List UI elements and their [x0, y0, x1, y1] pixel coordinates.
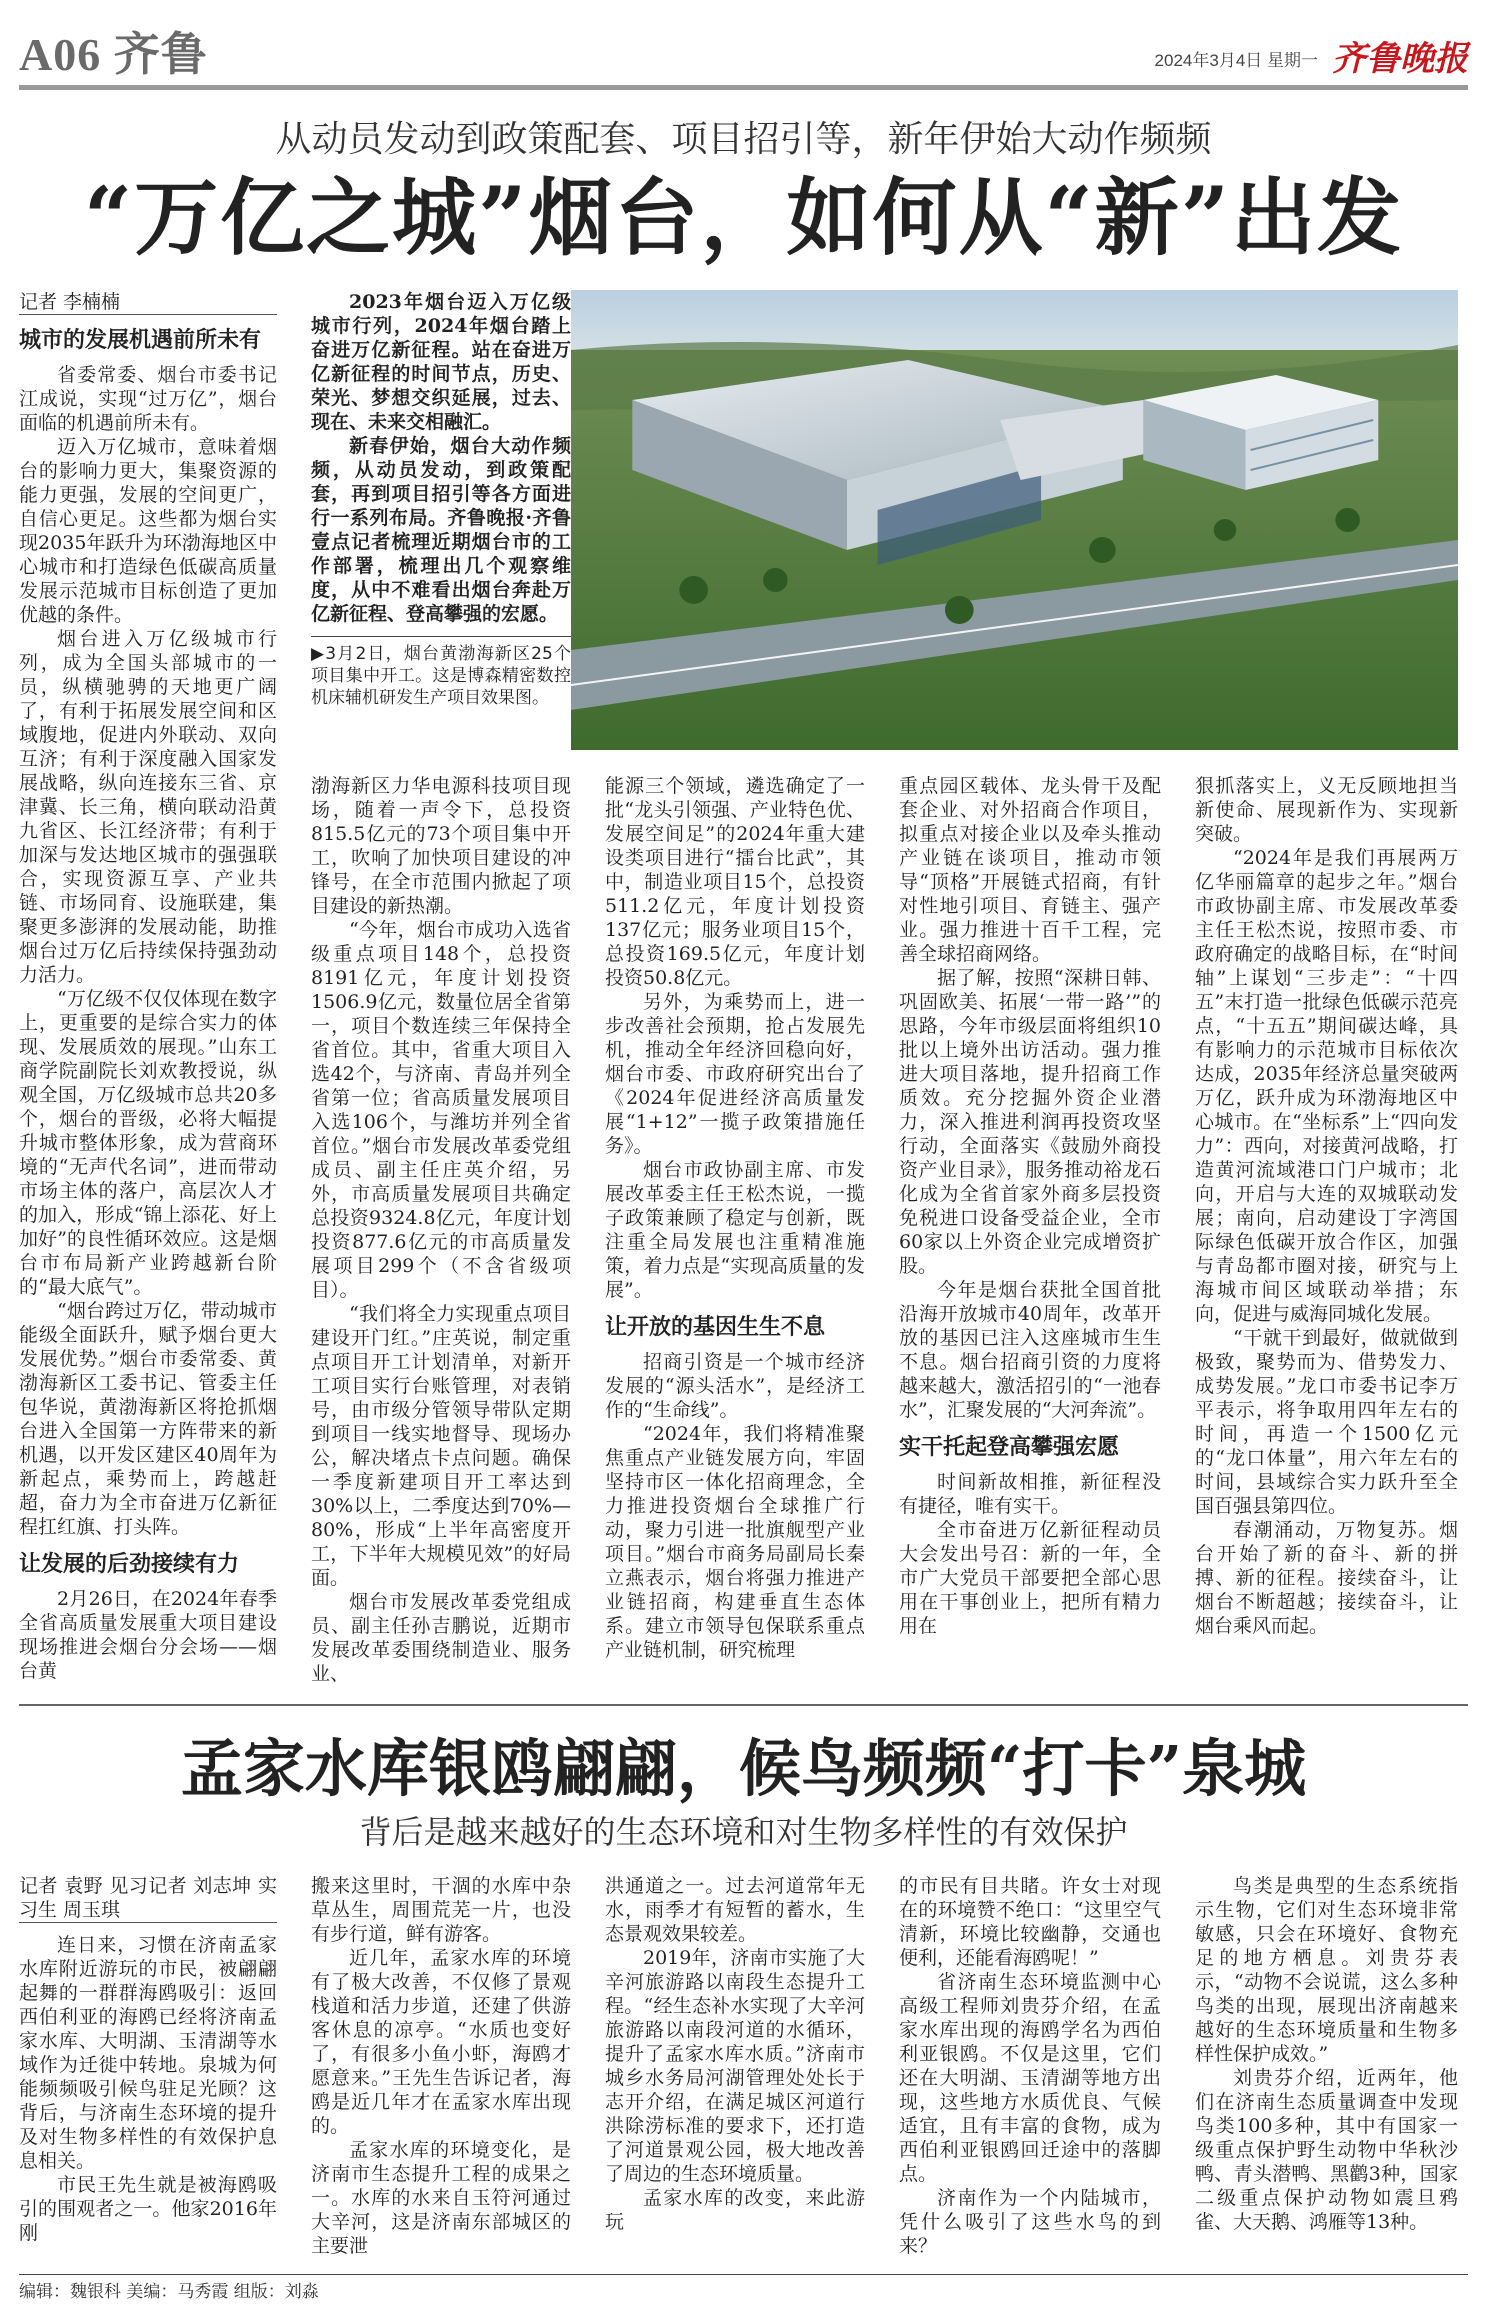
article1-column — [19, 290, 277, 1683]
paragraph: 搬来这里时，干涸的水库中杂草丛生，周围荒芜一片，也没有步行道，鲜有游客。 — [311, 1875, 571, 1945]
article2-column — [605, 1874, 865, 2234]
intro-paragraph: 新春伊始，烟台大动作频频，从动员发动，到政策配套，再到项目招引等各方面进行一系列布局。齐鲁晚报·齐鲁壹点记者梳理近期烟台市的工作部署，梳理出几个观察维度，从中不难看出烟台奔赴万亿新征程、登高攀强的宏愿。 — [311, 435, 571, 625]
paragraph: 孟家水库的改变，来此游玩 — [605, 2187, 865, 2233]
article1-headline: “万亿之城”烟台，如何从“新”出发 — [83, 168, 1404, 267]
paragraph: “今年，烟台市成功入选省级重点项目148个，总投资8191亿元，年度计划投资1506.9亿元，数量位居全省第一，项目个数连续三年保持全省首位。其中，省重大项目入选42个，与济南、青岛并列全省第一位；省高质量发展项目入选106个，与潍坊并列全省首位。”烟台市发展改革委党组成员、副主任庄英介绍，另外，市高质量发展项目共确定总投资9324.8亿元，年度计划投资877.6亿元的市高质量发展项目299个（不含省级项目）。 — [311, 919, 571, 1301]
article2-body — [19, 1874, 1468, 2258]
paragraph: 孟家水库的环境变化，是济南市生态提升工程的成果之一。水库的水来自玉符河通过大辛河，这是济南东部城区的主要泄 — [311, 2139, 571, 2257]
issue-date: 2024年3月4日 星期一 — [1154, 51, 1318, 70]
article1-kicker: 从动员发动到政策配套、项目招引等，新年伊始大动作频频 — [275, 119, 1212, 160]
paragraph: 烟台进入万亿级城市行列，成为全国头部城市的一员，纵横驰骋的天地更广阔了，有利于拓展发展空间和区域腹地，促进内外联动、双向互济；有利于深度融入国家发展战略，纵向连接东三省、京津冀、长三角，横向联动沿黄九省区、长江经济带；有利于加深与发达地区城市的强强联合，实现资源互享、产业共链、市场同育、设施联建，集聚更多澎湃的发展动能，助推烟台过万亿后持续保持强劲动力活力。 — [19, 628, 277, 986]
section-heading: 让开放的基因生生不息 — [605, 1315, 826, 1340]
article1-column — [311, 774, 571, 1686]
paragraph: 狠抓落实上，义无反顾地担当新使命、展现新作为、实现新突破。 — [1195, 775, 1458, 845]
paragraph: 刘贵芬介绍，近两年，他们在济南生态质量调查中发现鸟类100多种，其中有国家一级重点保护野生动物中华秋沙鸭、青头潜鸭、黑鹳3种，国家二级重点保护动物如震旦鸦雀、大天鹅、鸿雁等13种。 — [1195, 2067, 1458, 2233]
paragraph: 渤海新区力华电源科技项目现场，随着一声令下，总投资815.5亿元的73个项目集中开工，吹响了加快项目建设的冲锋号，在全市范围内掀起了项目建设的新热潮。 — [311, 775, 571, 917]
paragraph: “2024年，我们将精准聚焦重点产业链发展方向，牢固坚持市区一体化招商理念，全力推进投资烟台全球推广行动，聚力引进一批旗舰型产业项目。”烟台市商务局副局长秦立燕表示，烟台将强力推进产业链招商，构建垂直生态体系。建立市领导包保联系重点产业链机制，研究梳理 — [605, 1423, 865, 1661]
paragraph: 另外，为乘势而上，进一步改善社会预期，抢占发展先机，推动全年经济回稳向好，烟台市委、市政府研究出台了《2024年促进经济高质量发展“1+12”一揽子政策措施任务》。 — [605, 991, 865, 1157]
paragraph: 重点园区载体、龙头骨干及配套企业、对外招商合作项目，拟重点对接企业以及牵头推动产业链在谈项目，推动市领导“顶格”开展链式招商，有针对性地引项目、育链主、强产业。强力推进十百千工程，完善全球招商网络。 — [899, 775, 1161, 965]
byline: 记者 袁野 见习记者 刘志坤 实习生 周玉琪 — [19, 1875, 277, 1921]
paragraph: 招商引资是一个城市经济发展的“源头活水”，是经济工作的“生命线”。 — [605, 1351, 865, 1421]
page-section-label: A06 齐鲁 — [19, 29, 208, 80]
editor-credits: 编辑：魏银科 美编：马秀霞 组版：刘淼 — [19, 2282, 319, 2302]
paragraph: 烟台市政协副主席、市发展改革委主任王松杰说，一揽子政策兼顾了稳定与创新，既注重全局发展也注重精准施策，着力点是“实现高质量的发展”。 — [605, 1159, 865, 1301]
article1-column — [1195, 774, 1458, 1638]
article2-column — [899, 1874, 1161, 2258]
paragraph: 2019年，济南市实施了大辛河旅游路以南段生态提升工程。“经生态补水实现了大辛河旅游路以南段河道的水循环，提升了孟家水库水质。”济南市城乡水务局河湖管理处处长于志开介绍，在满足城区河道行洪除涝标准的要求下，还打造了河道景观公园，极大地改善了周边的生态环境质量。 — [605, 1947, 865, 2185]
paragraph: 济南作为一个内陆城市，凭什么吸引了这些水鸟的到来？ — [899, 2187, 1161, 2257]
paragraph: 连日来，习惯在济南孟家水库附近游玩的市民，被翩翩起舞的一群群海鸥吸引：返回西伯利亚的海鸥已经将济南孟家水库、大明湖、玉清湖等水域作为迁徙中转地。泉城为何能频频吸引候鸟驻足光顾？这背后，与济南生态环境的提升及对生物多样性的有效保护息息相关。 — [19, 1934, 277, 2172]
article2-subtitle: 背后是越来越好的生态环境和对生物多样性的有效保护 — [359, 1813, 1128, 1851]
paragraph: “干就干到最好，做就做到极致，聚势而为、借势发力、成势发展。”龙口市委书记李万平表示，将争取用四年左右的时间，再造一个1500亿元的“龙口体量”，用六年左右的时间，县域综合实力跃升至全国百强县第四位。 — [1195, 1327, 1458, 1517]
section-heading: 实干托起登高攀强宏愿 — [899, 1435, 1120, 1460]
paragraph: 省济南生态环境监测中心高级工程师刘贵芬介绍，在孟家水库出现的海鸥学名为西伯利亚银鸥。不仅是这里，它们还在大明湖、玉清湖等地方出现，这些地方水质优良、气候适宜，且有丰富的食物，成为西伯利亚银鸥回迁途中的落脚点。 — [899, 1971, 1161, 2185]
article2-column — [311, 1874, 571, 2258]
paragraph: 洪通道之一。过去河道常年无水，雨季才有短暂的蓄水，生态景观效果较差。 — [605, 1875, 865, 1945]
photo-caption: ▶3月2日，烟台黄渤海新区25个项目集中开工。这是博森精密数控机床辅机研发生产项目效果图。 — [311, 636, 571, 709]
paragraph: 今年是烟台获批全国首批沿海开放城市40周年，改革开放的基因已注入这座城市生生不息。烟台招商引资的力度将越来越大，激活招引的“一池春水”，汇聚发展的“大河奔流”。 — [899, 1279, 1161, 1421]
section-heading: 城市的发展机遇前所未有 — [19, 328, 262, 353]
paragraph: 据了解，按照“深耕日韩、巩固欧美、拓展‘一带一路’”的思路，今年市级层面将组织10批以上境外出访活动。强力推进大项目落地，提升招商工作质效。充分挖掘外资企业潜力，深入推进利润再投资攻坚行动，全面落实《鼓励外商投资产业目录》，服务推动裕龙石化成为全省首家外商多层投资免税进口设备受益企业，全市60家以上外资企业完成增资扩股。 — [899, 967, 1161, 1277]
intro-paragraph: 2023年烟台迈入万亿级城市行列，2024年烟台踏上奋进万亿新征程。站在奋进万亿新征程的时间节点，历史、荣光、梦想交织延展，过去、现在、未来交相融汇。 — [311, 291, 571, 433]
paragraph: 近几年，孟家水库的环境有了极大改善，不仅修了景观栈道和活力步道，还建了供游客休息的凉亭。“水质也变好了，有很多小鱼小虾，海鸥才愿意来。”王先生告诉记者，海鸥是近几年才在孟家水库出现的。 — [311, 1947, 571, 2137]
paragraph: 省委常委、烟台市委书记江成说，实现“过万亿”，烟台面临的机遇前所未有。 — [19, 364, 277, 434]
paragraph: 能源三个领域，遴选确定了一批“龙头引领强、产业特色优、发展空间足”的2024年重大建设类项目进行“擂台比武”，其中，制造业项目15个，总投资511.2亿元，年度计划投资137亿元；服务业项目15个，总投资169.5亿元，年度计划投资50.8亿元。 — [605, 775, 865, 989]
paragraph: 2月26日，在2024年春季全省高质量发展重大项目建设现场推进会烟台分会场——烟台黄 — [19, 1588, 277, 1682]
paragraph: 全市奋进万亿新征程动员大会发出号召：新的一年，全市广大党员干部要把全部心思用在干事创业上，把所有精力用在 — [899, 1519, 1161, 1637]
article2-headline: 孟家水库银鸥翩翩，候鸟频频“打卡”泉城 — [180, 1732, 1307, 1805]
paragraph: 时间新故相推，新征程没有捷径，唯有实干。 — [899, 1471, 1161, 1517]
article1-column — [899, 774, 1161, 1638]
project-rendering-photo — [571, 290, 1458, 750]
paragraph: “烟台跨过万亿，带动城市能级全面跃升，赋予烟台更大发展优势。”烟台市委常委、黄渤海新区工委书记、管委主任包华说，黄渤海新区将抢抓烟台进入全国第一方阵带来的新机遇，以开发区建区40周年为新起点，乘势而上，跨越赶超，奋力为全市奋进万亿新征程扛红旗、打头阵。 — [19, 1300, 277, 1538]
article1-intro — [311, 290, 571, 709]
byline: 记者 李楠楠 — [19, 290, 277, 315]
paragraph: 迈入万亿城市，意味着烟台的影响力更大，集聚资源的能力更强，发展的空间更广，自信心更足。这些都为烟台实现2035年跃升为环渤海地区中心城市和打造绿色低碳高质量发展示范城市目标创造了更加优越的条件。 — [19, 436, 277, 626]
footer-rule — [19, 2274, 1468, 2275]
paragraph: “2024年是我们再展两万亿华丽篇章的起步之年。”烟台市政协副主席、市发展改革委主任王松杰说，按照市委、市政府确定的战略目标，在“时间轴”上谋划“三步走”：“十四五”末打造一批绿色低碳示范亮点，“十五五”期间碳达峰，具有影响力的示范城市目标依次达成，2035年经济总量突破两万亿，跃升成为环渤海地区中心城市。在“坐标系”上“四向发力”：西向，对接黄河战略，打造黄河流域港口门户城市；北向，开启与大连的双城联动发展；南向，启动建设丁字湾国际绿色低碳开放合作区，加强与青岛都市圈对接，研究与上海城市间区域联动举措；东向，促进与威海同城化发展。 — [1195, 847, 1458, 1325]
masthead — [19, 0, 1468, 90]
paragraph: 市民王先生就是被海鸥吸引的围观者之一。他家2016年刚 — [19, 2174, 277, 2244]
article2-column — [1195, 1874, 1458, 2234]
paragraph: “万亿级不仅仅体现在数字上，更重要的是综合实力的体现、发展质效的展现。”山东工商学院副院长刘欢教授说，纵观全国，万亿级城市总共20多个，烟台的晋级，必将大幅提升城市整体形象，成为营商环境的“无声代名词”，进而带动市场主体的落户，高层次人才的加入，形成“锦上添花、好上加好”的良性循环效应。这是烟台市布局新产业跨越新台阶的“最大底气”。 — [19, 988, 277, 1298]
newspaper-logo: 齐鲁晚报 — [1332, 39, 1468, 79]
paragraph: 烟台市发展改革委党组成员、副主任孙吉鹏说，近期市发展改革委围绕制造业、服务业、 — [311, 1591, 571, 1685]
article1-body — [19, 290, 1468, 1686]
article1-column — [605, 774, 865, 1662]
section-divider — [19, 1704, 1468, 1706]
paragraph: “我们将全力实现重点项目建设开门红。”庄英说，制定重点项目开工计划清单，对新开工项目实行台账管理，对表销号，由市级分管领导带队定期到项目一线实地督导、现场办公，解决堵点卡点问题。确保一季度新建项目开工率达到30%以上，二季度达到70%—80%，形成“上半年高密度开工，下半年大规模见效”的好局面。 — [311, 1303, 571, 1589]
photo-frame — [571, 290, 1458, 750]
paragraph: 的市民有目共睹。许女士对现在的环境赞不绝口：“这里空气清新，环境比较幽静，交通也便利，还能看海鸥呢！” — [899, 1875, 1161, 1969]
paragraph: 鸟类是典型的生态系统指示生物，它们对生态环境非常敏感，只会在环境好、食物充足的地方栖息。刘贵芬表示，“动物不会说谎，这么多种鸟类的出现，展现出济南越来越好的生态环境质量和生物多样性保护成效。” — [1195, 1875, 1458, 2065]
section-heading: 让发展的后劲接续有力 — [19, 1552, 240, 1577]
article2-column — [19, 1874, 277, 2245]
paragraph: 春潮涌动，万物复苏。烟台开始了新的奋斗、新的拼搏、新的征程。接续奋斗，让烟台不断超越；接续奋斗，让烟台乘风而起。 — [1195, 1519, 1458, 1637]
